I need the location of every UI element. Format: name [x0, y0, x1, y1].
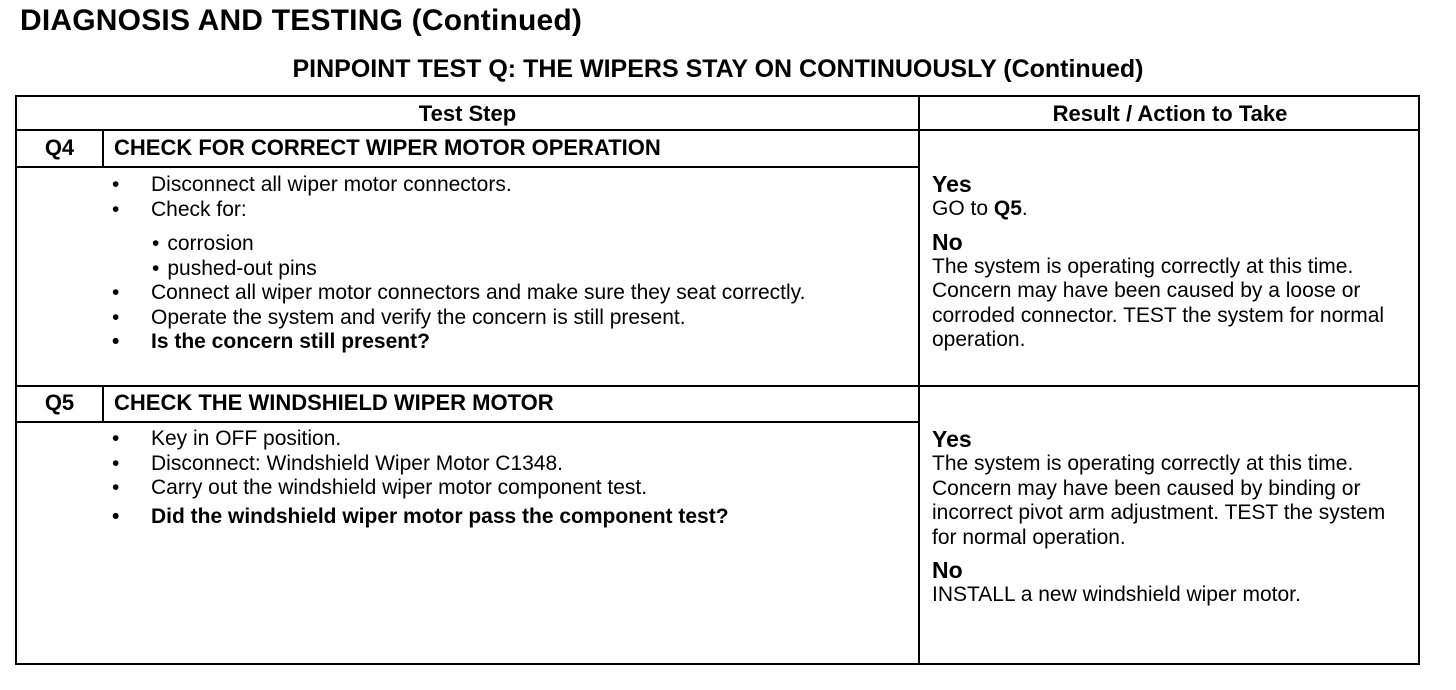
result-no-label: No [932, 557, 963, 583]
step-body-q5 [112, 427, 912, 529]
result-yes-text: GO to Q5. [932, 197, 1028, 220]
list-item: • Connect all wiper motor connectors and make sure they seat correctly. [112, 281, 806, 304]
sub-list-item: • pushed-out pins [152, 256, 317, 280]
step-number-q4: Q4 [44, 135, 75, 160]
q5-number-divider [102, 387, 104, 421]
q4-number-divider [102, 131, 104, 166]
result-no-text: INSTALL a new windshield wiper motor. [932, 583, 1301, 606]
list-item: • Check for: [112, 197, 247, 221]
step-divider [17, 385, 1418, 387]
result-yes-label: Yes [932, 171, 972, 197]
list-item: • Carry out the windshield wiper motor component test. [112, 476, 648, 499]
result-no-label: No [932, 228, 963, 255]
column-divider [918, 97, 920, 663]
result-q4 [932, 172, 1412, 353]
step-title-q5: CHECK THE WINDSHIELD WIPER MOTOR [114, 390, 554, 415]
sub-list-item: • corrosion [152, 232, 254, 255]
list-item: • Operate the system and verify the concern is still present. [112, 305, 686, 329]
result-no-text: The system is operating correctly at this time. Concern may have been caused by a loose or corroded connector. TEST the system for normal operation. [932, 254, 1385, 351]
list-item: • Key in OFF position. [112, 427, 342, 450]
step-body-q4 [112, 173, 912, 355]
pinpoint-test-table [15, 95, 1420, 665]
result-yes-text: The system is operating correctly at this time. Concern may have been caused by binding or incorrect pivot arm adjustment. TEST the system for normal operation. [932, 452, 1386, 549]
list-item: • Disconnect all wiper motor connectors. [112, 173, 512, 196]
column-header-result-action: Result / Action to Take [1052, 101, 1288, 126]
column-header-test-step: Test Step [418, 101, 517, 126]
step-title-q4: CHECK FOR CORRECT WIPER MOTOR OPERATION [114, 135, 661, 160]
list-item: • Disconnect: Windshield Wiper Motor C1348. [112, 451, 564, 475]
question-item: • Is the concern still present? [112, 330, 430, 353]
page-heading: DIAGNOSIS AND TESTING (Continued) [20, 4, 583, 37]
step-number-q5: Q5 [44, 390, 75, 415]
result-q5 [932, 427, 1412, 608]
q5-title-divider [17, 421, 919, 423]
result-yes-label: Yes [932, 426, 972, 452]
pinpoint-test-title: PINPOINT TEST Q: THE WIPERS STAY ON CONTINUOUSLY (Continued) [292, 55, 1144, 83]
q4-title-divider [17, 166, 919, 168]
question-item: • Did the windshield wiper motor pass the component test? [112, 504, 729, 528]
